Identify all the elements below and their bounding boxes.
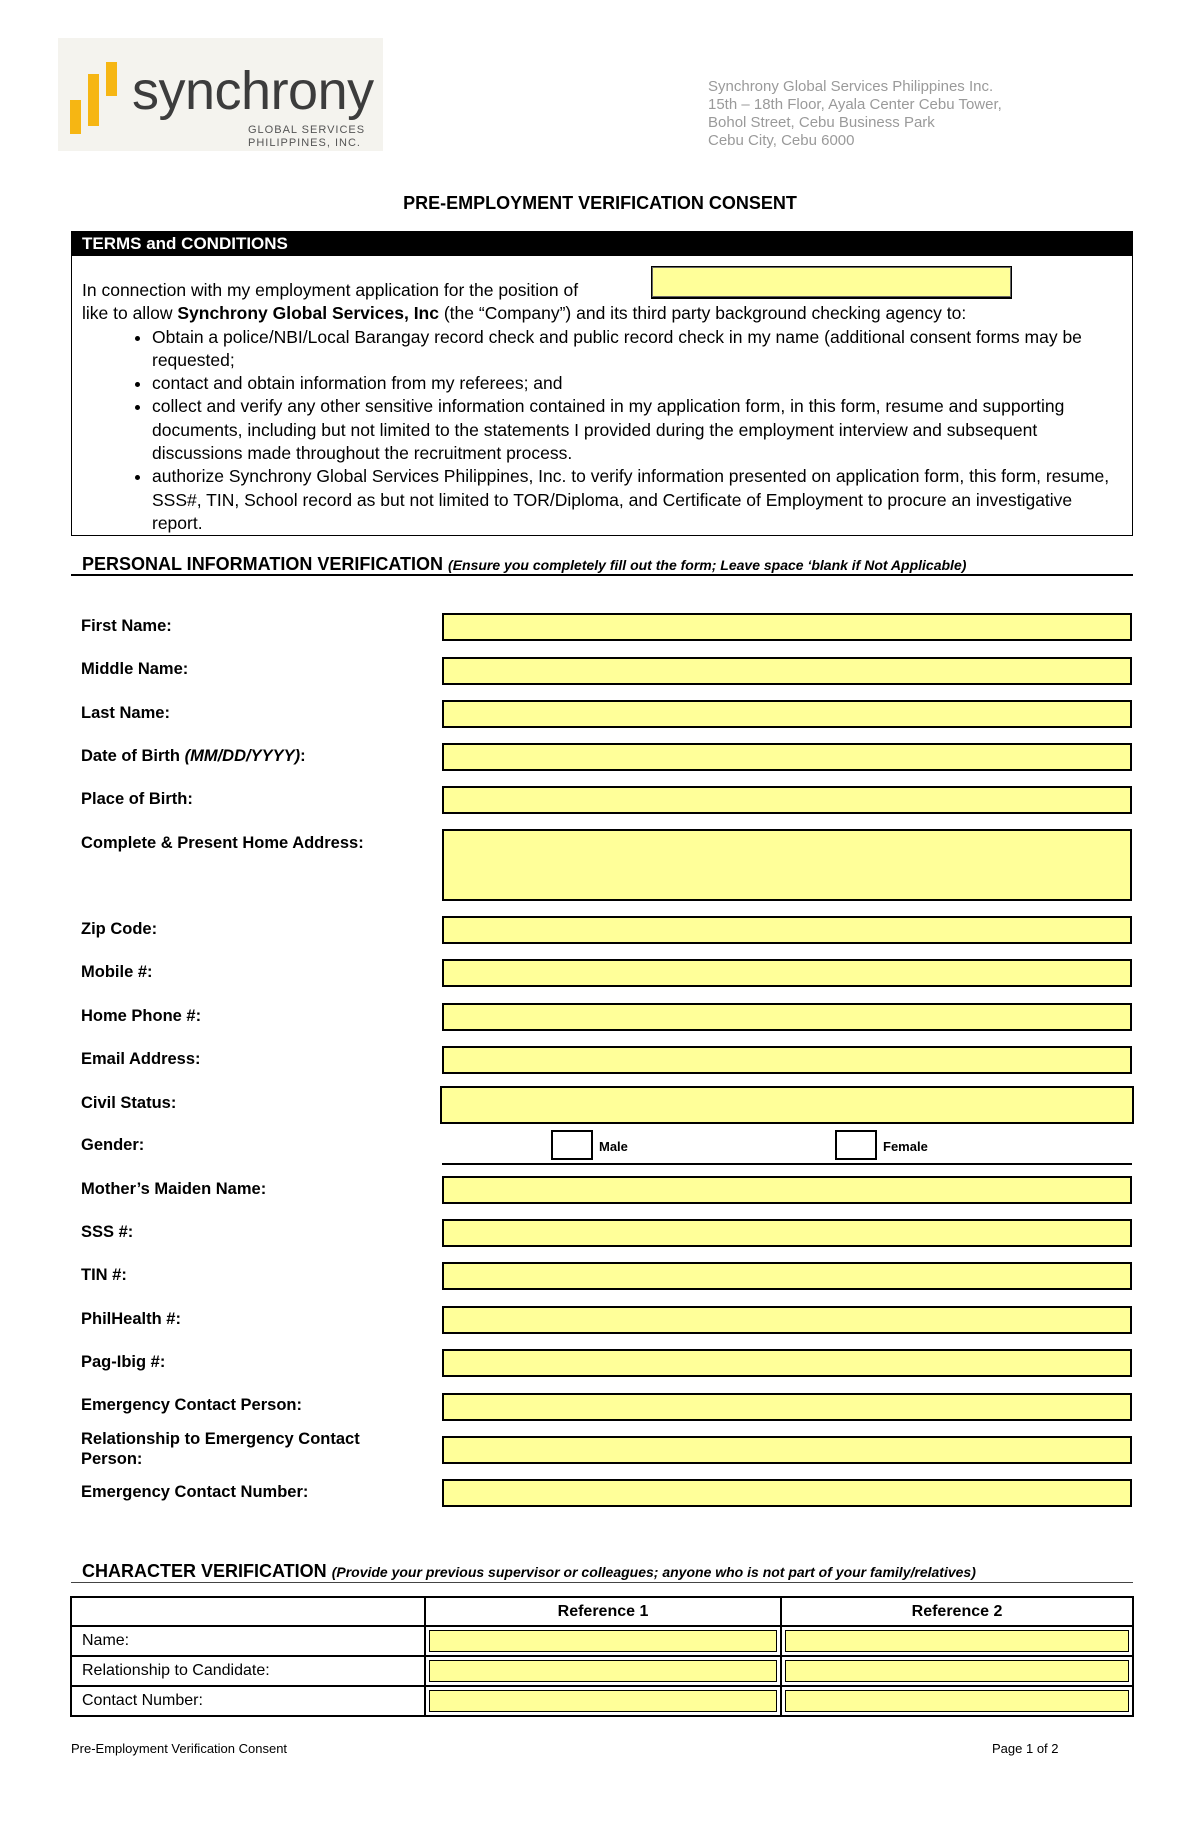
logo-wordmark: synchrony [132,61,374,121]
logo-subtitle: GLOBAL SERVICES PHILIPPINES, INC. [248,124,366,149]
reference-2-relationship-cell[interactable] [781,1656,1133,1686]
divider [442,1163,1132,1165]
table-row [71,1626,1133,1656]
middle-name-label: Middle Name: [81,660,189,678]
personal-info-heading: PERSONAL INFORMATION VERIFICATION (Ensure you completely fill out the form; Leave space ‘blank if Not Applicable) [82,554,967,574]
table-row [71,1686,1133,1716]
reference-2-header: Reference 2 [781,1597,1133,1626]
last-name-field[interactable] [442,700,1132,728]
reference-1-name-cell[interactable] [425,1626,781,1656]
reference-table [70,1596,1134,1717]
reference-2-name-cell[interactable] [781,1626,1133,1656]
sss-label: SSS #: [81,1223,134,1241]
table-row [71,1656,1133,1686]
reference-1-relationship-cell[interactable] [425,1656,781,1686]
reference-row-label: Relationship to Candidate: [71,1656,425,1686]
terms-body: In connection with my employment application for the position of like to allow Synchrony Global Services, Inc (the “Company”) and its third party background checking agency to: • Obtain a police/NBI/Local Barangay record check and public record check in my name (additional consent forms may be requested; • contact and obtain information from my referees; and • collect and verify any other sensitive information contained in my application form, in this form, resume and supporting documents, including but not limited to the statements I provided during the employment interview and subsequent discussions made throughout the recruitment process. • authorize Synchrony Global Services Philippines, Inc. to verify information presented on application form, this form, resume, SSS#, TIN, School record as but not limited to TOR/Diploma, and Certificate of Employment to procure an investigative report. [82,279,1112,535]
dob-field[interactable] [442,743,1132,771]
page-number: Page 1 of 2 [992,1741,1059,1756]
emergency-relationship-field[interactable] [442,1436,1132,1464]
pob-field[interactable] [442,786,1132,814]
first-name-label: First Name: [81,617,172,635]
gender-label: Gender: [81,1136,145,1154]
last-name-label: Last Name: [81,704,170,722]
reference-row-label: Name: [71,1626,425,1656]
address-label: Complete & Present Home Address: [81,834,364,852]
address-field[interactable] [442,829,1132,901]
mobile-label: Mobile #: [81,963,153,981]
home-phone-label: Home Phone #: [81,1007,202,1025]
zip-field[interactable] [442,916,1132,944]
reference-1-contact-cell[interactable] [425,1686,781,1716]
philhealth-label: PhilHealth #: [81,1310,181,1328]
pagibig-field[interactable] [442,1349,1132,1377]
first-name-field[interactable] [442,613,1132,641]
pob-label: Place of Birth: [81,790,193,808]
mother-maiden-label: Mother’s Maiden Name: [81,1180,267,1198]
home-phone-field[interactable] [442,1003,1132,1031]
reference-1-header: Reference 1 [425,1597,781,1626]
synchrony-logo-bars-icon [70,62,130,134]
terms-bullet: • collect and verify any other sensitive information contained in my application form, in this form, resume and supporting documents, including but not limited to the statements I provided during the employment interview and subsequent discussions made throughout the recruitment process. [152,395,1112,465]
terms-bullet: • contact and obtain information from my referees; and [152,372,1112,395]
philhealth-field[interactable] [442,1306,1132,1334]
document-title: PRE-EMPLOYMENT VERIFICATION CONSENT [403,193,797,213]
terms-bullet: • Obtain a police/NBI/Local Barangay record check and public record check in my name (additional consent forms may be requested; [152,326,1112,373]
emergency-relationship-label: Relationship to Emergency Contact Person: [81,1430,360,1468]
divider [71,574,1133,576]
male-label: Male [599,1139,628,1154]
reference-row-label: Contact Number: [71,1686,425,1716]
mobile-field[interactable] [442,959,1132,987]
zip-label: Zip Code: [81,920,158,938]
reference-corner [71,1597,425,1626]
civil-status-field[interactable] [440,1086,1134,1124]
emergency-person-field[interactable] [442,1393,1132,1421]
company-address: Synchrony Global Services Philippines Inc. 15th – 18th Floor, Ayala Center Cebu Tower, Bohol Street, Cebu Business Park Cebu City, Cebu 6000 [708,78,1002,149]
tin-field[interactable] [442,1262,1132,1290]
character-heading: CHARACTER VERIFICATION (Provide your previous supervisor or colleagues; anyone who is not part of your family/relatives) [82,1561,976,1581]
male-checkbox[interactable] [551,1130,593,1160]
reference-header-row [71,1597,1133,1626]
middle-name-field[interactable] [442,657,1132,685]
tin-label: TIN #: [81,1266,127,1284]
emergency-person-label: Emergency Contact Person: [81,1396,302,1414]
female-checkbox[interactable] [835,1130,877,1160]
female-label: Female [883,1139,928,1154]
terms-bullet: • authorize Synchrony Global Services Philippines, Inc. to verify information presented on application form, this form, resume, SSS#, TIN, School record as but not limited to TOR/Diploma, and Certificate of Employment to procure an investigative report. [152,465,1112,535]
pagibig-label: Pag-Ibig #: [81,1353,166,1371]
footer-title: Pre-Employment Verification Consent [71,1741,288,1756]
emergency-number-field[interactable] [442,1479,1132,1507]
email-field[interactable] [442,1046,1132,1074]
mother-maiden-field[interactable] [442,1176,1132,1204]
sss-field[interactable] [442,1219,1132,1247]
divider [71,1582,1133,1583]
emergency-number-label: Emergency Contact Number: [81,1483,309,1501]
reference-2-contact-cell[interactable] [781,1686,1133,1716]
position-input[interactable] [651,266,1012,299]
dob-label: Date of Birth (MM/DD/YYYY): [81,747,306,765]
terms-heading: TERMS and CONDITIONS [71,231,1133,256]
civil-status-label: Civil Status: [81,1094,177,1112]
email-label: Email Address: [81,1050,201,1068]
